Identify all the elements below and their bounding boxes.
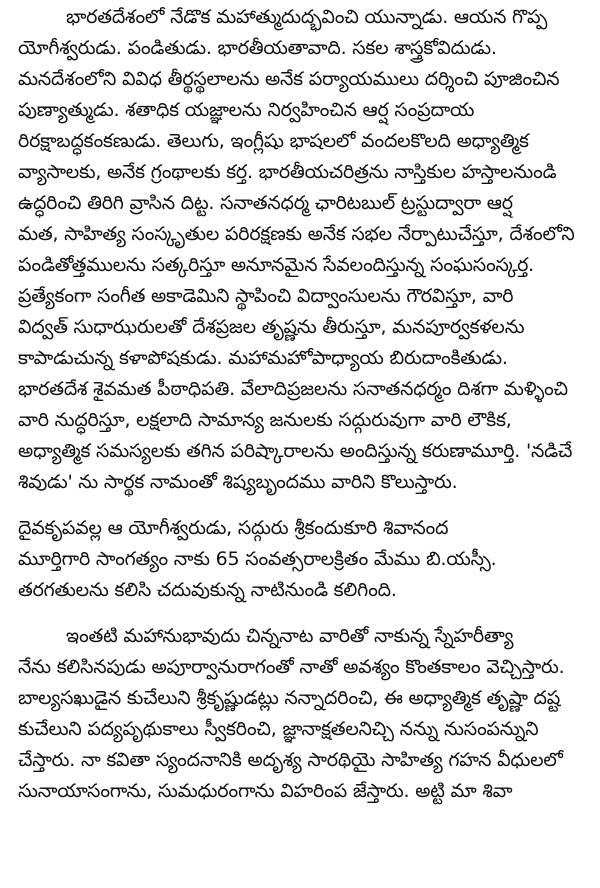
text-line: విద్వత్ సుధాఝరులతో దేశప్రజల తృష్ణను తీరుస్తూ, మనపూర్వకళలను <box>18 316 525 338</box>
text-line: దైవకృపవల్ల ఆ యోగీశ్వరుడు, సద్గురు శ్రీకందుకూరి శివానంద <box>18 517 449 539</box>
text-line: అధ్యాత్మిక సమస్యలకు తగిన పరిష్కారాలను అందిస్తున్న కరుణామూర్తి. 'నడిచే <box>18 440 573 462</box>
text-line: నేను కలిసినపుడు అపూర్వానురాగంతో నాతో అవశ్యం కొంతకాలం వెచ్చిస్తారు. <box>18 656 565 678</box>
text-line: భారతదేశంలో నేడొక మహాత్ముదుద్భవించి యున్నాడు. ఆయన గొప్ప <box>66 6 548 28</box>
text-line: మూర్తిగారి సాంగత్యం నాకు 65 సంవత్సరాలక్రితం మేము బి.యస్సీ. <box>18 548 497 570</box>
text-line: ఇంతటి మహానుభావుదు చిన్ననాట వారితో నాకున్న స్నేహరీత్యా <box>66 625 514 647</box>
text-line: పండితోత్తములను సత్కరిస్తూ అనూనమైన సేవలందిస్తున్న సంఘసంస్కర్త. <box>18 254 534 276</box>
text-line: తరగతులను కలిసి చదువుకున్న నాటినుండి కలిగింది. <box>18 579 397 601</box>
paragraph-2 <box>0 513 600 606</box>
text-line: బాల్యసఖుడైన కుచేలుని శ్రీకృష్ణుడట్లు నన్నాదరించి, ఈ అధ్యాత్మిక తృష్ణా దష్ట <box>18 687 561 709</box>
paragraph-1 <box>0 2 600 498</box>
text-line: వ్యాసాలకు, అనేక గ్రంథాలకు కర్త. భారతీయచరిత్రను నాస్తికుల హస్తాలనుండి <box>18 161 557 183</box>
text-line: చేస్తారు. నా కవితా స్యందనానికి అదృశ్య సారథియై సాహిత్య గహన వీధులలో <box>18 749 563 771</box>
text-line: వారి నుద్ధరిస్తూ, లక్షలాది సామాన్య జనులకు సద్గురువుగా వారి లౌకిక, <box>18 409 512 431</box>
text-line: రిరక్షాబద్ధకంకణుడు. తెలుగు, ఇంగ్లీషు భాషలలో వందలకొలది అధ్యాత్మిక <box>18 130 529 152</box>
paragraph-3 <box>0 621 600 807</box>
text-line: యోగీశ్వరుడు. పండితుడు. భారతీయతావాది. సకల శాస్త్రకోవిదుడు. <box>18 37 497 59</box>
text-line: మనదేశంలోని వివిధ తీర్థస్థలాలను అనేక పర్యాయములు దర్శించి పూజించిన <box>18 68 560 90</box>
text-line: భారతదేశ శైవమత పీఠాధిపతి. వేలాదిప్రజలను సనాతనధర్మం దిశగా మళ్ళించి <box>18 378 568 400</box>
text-line: శివుడు' ను సార్థక నామంతో శిష్యబృందము వారిని కొలుస్తారు. <box>18 471 458 493</box>
text-line: ఉద్ధరించి తిరిగి వ్రాసిన దిట్ట. సనాతనధర్మ ఛారిటబుల్ ట్రస్టుద్వారా ఆర్ష <box>18 192 513 214</box>
text-line: పుణ్యాత్ముడు. శతాధిక యజ్ఞాలను నిర్వహించిన ఆర్ష సంప్రదాయ <box>18 99 475 121</box>
text-line: కుచేలుని పద్యపృథుకాలు స్వీకరించి, జ్ఞానాక్షతలనిచ్చి నన్ను నుసంపన్నుని <box>18 718 539 740</box>
text-line: ప్రత్యేకంగా సంగీత అకాడెమిని స్థాపించి విద్వాంసులను గౌరవిస్తూ, వారి <box>18 285 514 307</box>
text-line: కాపాడుచున్న కళాపోషకుడు. మహామహోపాధ్యాయ బిరుదాంకితుడు. <box>18 347 508 369</box>
text-line: మత, సాహిత్య సంస్కృతుల పరిరక్షణకు అనేక సభల నేర్పాటుచేస్తూ, దేశంలోని <box>18 223 575 245</box>
text-line: సునాయాసంగాను, సుమధురంగాను విహరింప జేస్తారు. అట్టి మా శివా <box>18 780 513 802</box>
